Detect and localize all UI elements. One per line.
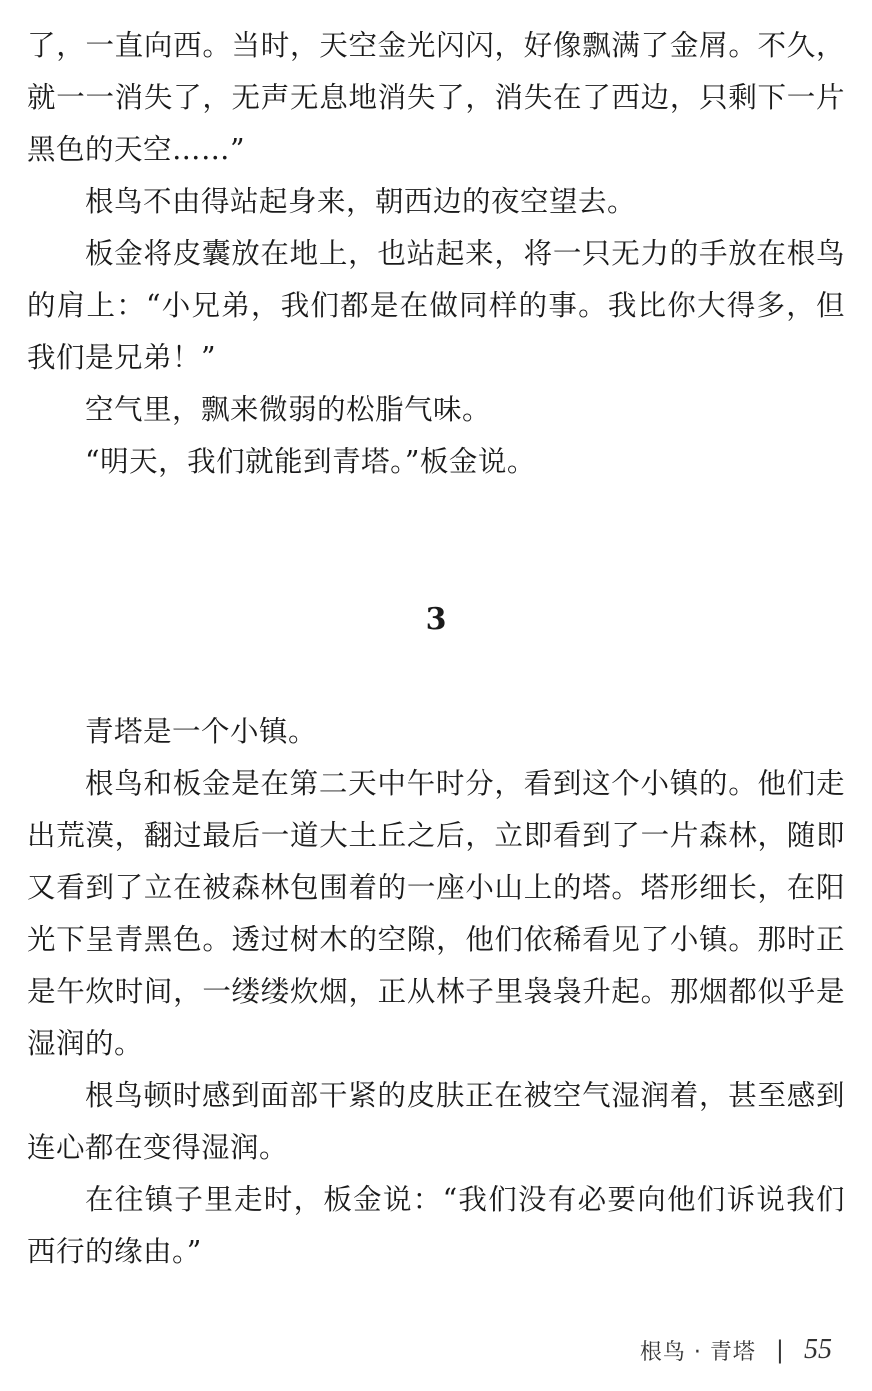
footer-divider: | [775, 1336, 784, 1364]
paragraph: 根鸟和板金是在第二天中午时分，看到这个小镇的。他们走出荒漠，翻过最后一道大土丘之后，立即看到了一片森林，随即又看到了立在被森林包围着的一座小山上的塔。塔形细长，在阳光下呈青黑色。透过树木的空隙，他们依稀看见了小镇。那时正是午炊时间，一缕缕炊烟，正从林子里袅袅升起。那烟都似乎是湿润的。 [27, 767, 845, 1060]
paragraph: 在往镇子里走时，板金说：“我们没有必要向他们诉说我们西行的缘由。” [27, 1183, 845, 1268]
text-block-after [27, 706, 845, 1278]
paragraph: 根鸟不由得站起身来，朝西边的夜空望去。 [85, 185, 637, 218]
page-footer [640, 1330, 832, 1370]
page-number: 55 [804, 1334, 832, 1365]
paragraph: 空气里，飘来微弱的松脂气味。 [85, 393, 492, 426]
text-block-before [27, 20, 845, 488]
paragraph: 青塔是一个小镇。 [85, 715, 318, 748]
book-page [27, 20, 845, 1278]
paragraph: 了，一直向西。当时，天空金光闪闪，好像飘满了金屑。不久，就一一消失了，无声无息地消失了，消失在了西边，只剩下一片黑色的天空……” [27, 29, 845, 166]
paragraph: “明天，我们就能到青塔。”板金说。 [85, 445, 536, 478]
running-title: 根鸟 · 青塔 [639, 1339, 756, 1365]
section-number: 3 [425, 602, 447, 637]
paragraph: 板金将皮囊放在地上，也站起来，将一只无力的手放在根鸟的肩上：“小兄弟，我们都是在做同样的事。我比你大得多，但我们是兄弟！” [27, 237, 845, 374]
paragraph: 根鸟顿时感到面部干紧的皮肤正在被空气湿润着，甚至感到连心都在变得湿润。 [27, 1079, 845, 1164]
